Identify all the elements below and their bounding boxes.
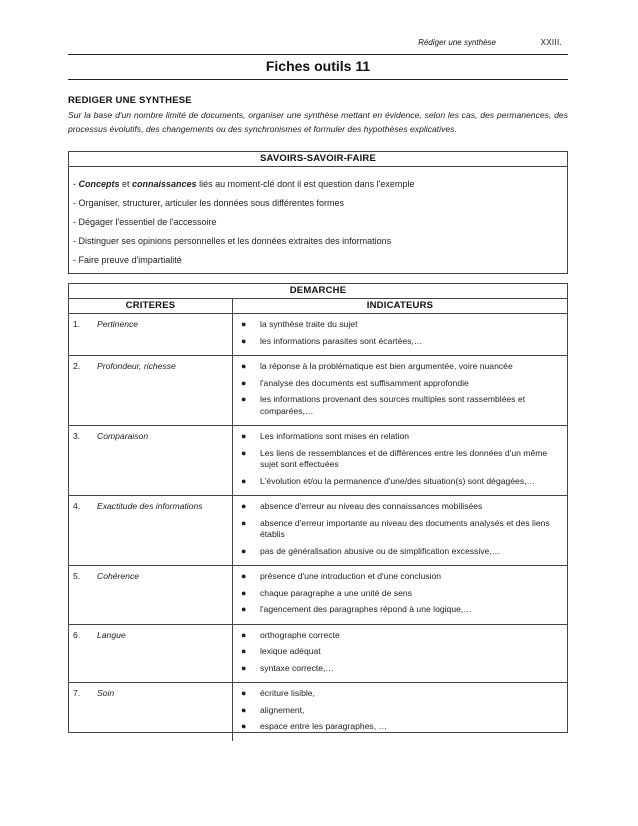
critere-name: Cohérence [97,571,140,581]
bullet-icon: ● [241,545,247,556]
savoirs-item-text: - Organiser, structurer, articuler les données sous différentes formes [73,198,344,208]
critere-number: 7. [73,688,81,698]
header-rule [68,54,568,55]
savoirs-item [73,251,567,270]
indicateur-text: Les informations sont mises en relation [260,431,410,441]
critere-number: 4. [73,501,81,511]
savoirs-item-text: - Distinguer ses opinions personnelles et les données extraites des informations [73,236,392,246]
indicateur-text: l'agencement des paragraphes répond à une logique,… [260,604,472,614]
indicateur-item [233,571,561,583]
savoirs-item-text: et [119,179,133,189]
critere-number: 1. [73,319,81,329]
indicateurs-list [233,683,567,741]
critere-cell [69,356,233,425]
bullet-icon: ● [241,629,247,640]
savoirs-box [68,151,568,274]
savoirs-item-text: - Faire preuve d'impartialité [73,255,182,265]
indicateur-item [233,319,561,331]
running-head-title: Rédiger une synthèse [418,38,496,47]
fiche-title: Fiches outils 11 [265,58,371,74]
indicateur-text: présence d'une introduction et d'une conclusion [260,571,442,581]
indicateur-item [233,604,561,616]
bullet-icon: ● [241,688,247,698]
savoirs-heading: SAVOIRS-SAVOIR-FAIRE [69,152,567,167]
indicateur-item [233,431,561,443]
indicateur-text: L'évolution et/ou la permanence d'une/des situation(s) sont dégagées,… [260,475,536,486]
indicateurs-list [233,314,567,355]
section-title: REDIGER UNE SYNTHESE [68,95,192,106]
indicateur-item [233,630,561,642]
savoirs-item [73,213,567,232]
savoirs-item-emphasis: connaissances [132,179,197,189]
bullet-icon: ● [241,587,247,598]
indicateur-text: absence d'erreur au niveau des connaissances mobilisées [260,501,483,511]
indicateur-text: absence d'erreur importante au niveau des documents analysés et des liens établis [260,517,550,539]
critere-name: Profondeur, richesse [97,361,176,371]
indicateurs-list [233,496,567,565]
bullet-icon: ● [241,604,247,614]
critere-cell [69,314,233,355]
indicateur-item [233,588,561,600]
critere-cell [69,426,233,495]
table-row [69,625,567,684]
indicateur-text: orthographe correcte [260,629,340,640]
indicateur-text: pas de généralisation abusive ou de simplification excessive,… [260,545,501,556]
savoirs-item-text: - Dégager l'essentiel de l'accessoire [73,217,217,227]
indicateur-item [233,378,561,390]
savoirs-list [69,167,567,270]
indicateur-text: la réponse à la problématique est bien argumentée, voire nuancée [260,361,513,371]
table-row [69,566,567,625]
indicateur-item [233,361,561,373]
bullet-icon: ● [241,319,247,329]
indicateur-item [233,518,561,541]
indicateur-item [233,546,561,558]
indicateur-text: les informations parasites sont écartées,… [260,335,423,346]
indicateur-text: Les liens de ressemblances et de différences entre les données d'un même sujet sont effectuées [260,447,548,469]
bullet-icon: ● [241,394,247,404]
intro-paragraph: Sur la base d'un nombre limité de documents, organiser une synthèse mettant en évidence, selon les cas, des permanences, des processus évolutifs, des changements ou des synchronismes et formuler des hypothèses explicatives. [68,110,568,134]
table-row [69,496,567,566]
indicateur-item [233,663,561,675]
indicateur-item [233,448,561,471]
indicateur-text: espace entre les paragraphes, … [260,721,388,731]
bullet-icon: ● [241,571,247,581]
bullet-icon: ● [241,447,247,458]
bullet-icon: ● [241,501,247,511]
running-head-page-number: XXIII. [540,38,562,47]
critere-name: Exactitude des informations [97,501,203,511]
indicateur-item [233,476,561,488]
table-body [69,314,567,741]
critere-number: 3. [73,431,81,441]
critere-number: 6. [73,629,81,640]
bullet-icon: ● [241,704,247,715]
bullet-icon: ● [241,475,247,486]
indicateur-item [233,646,561,658]
bullet-icon: ● [241,662,247,673]
indicateur-text: la synthèse traite du sujet [260,319,358,329]
indicateur-text: chaque paragraphe a une unité de sens [260,587,412,598]
demarche-heading: DEMARCHE [69,284,567,299]
demarche-table [68,283,568,733]
indicateurs-list [233,356,567,425]
table-row [69,356,567,426]
indicateurs-list [233,426,567,495]
indicateur-text: alignement, [260,704,305,715]
savoirs-item [73,232,567,251]
indicateur-text: les informations provenant des sources multiples sont rassemblées et comparées,… [260,394,526,416]
critere-cell [69,496,233,565]
savoirs-item-text: liés au moment-clé dont il est question dans l'exemple [196,179,415,189]
bullet-icon: ● [241,361,247,371]
bullet-icon: ● [241,377,247,388]
table-row [69,426,567,496]
indicateur-text: écriture lisible, [260,688,315,698]
critere-name: Soin [97,688,115,698]
bullet-icon: ● [241,517,247,528]
table-column-headers [69,299,567,314]
indicateur-item [233,705,561,717]
critere-name: Comparaison [97,431,149,441]
column-header-criteres: CRITERES [69,299,233,313]
savoirs-item [73,194,567,213]
indicateur-text: syntaxe correcte,… [260,662,335,673]
indicateur-text: l'analyse des documents est suffisamment approfondie [260,377,469,388]
savoirs-item-emphasis: Concepts [78,179,120,189]
table-row [69,683,567,741]
bullet-icon: ● [241,721,247,731]
running-head [68,38,568,52]
indicateur-item [233,501,561,513]
indicateur-item [233,394,561,417]
critere-cell [69,683,233,741]
indicateur-item [233,688,561,700]
bullet-icon: ● [241,335,247,346]
critere-number: 2. [73,361,81,371]
indicateurs-list [233,625,567,683]
table-row [69,314,567,356]
column-header-indicateurs: INDICATEURS [366,300,434,311]
bullet-icon: ● [241,431,247,441]
title-rule [68,79,568,80]
indicateurs-list [233,566,567,624]
indicateur-item [233,721,561,733]
indicateur-item [233,336,561,348]
critere-name: Pertinence [97,319,139,329]
bullet-icon: ● [241,646,247,656]
critere-cell [69,625,233,683]
savoirs-item [73,175,567,194]
critere-name: Langue [97,629,126,640]
indicateur-text: lexique adéquat [260,646,321,656]
savoirs-item-text: - [73,179,79,189]
critere-number: 5. [73,571,81,581]
critere-cell [69,566,233,624]
